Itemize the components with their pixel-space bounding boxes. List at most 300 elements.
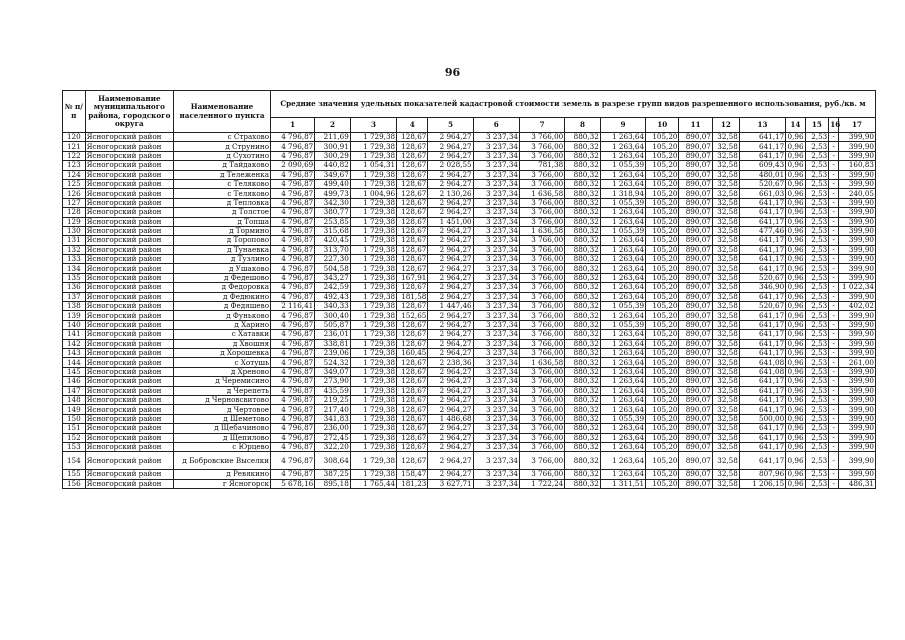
district-name: Ясногорский район xyxy=(85,377,173,386)
district-name: Ясногорский район xyxy=(85,424,173,433)
value-cell: 128,67 xyxy=(397,179,428,188)
value-cell: 32,58 xyxy=(712,311,739,320)
value-cell: 2,53 xyxy=(805,470,829,479)
value-cell: 880,32 xyxy=(565,170,601,179)
value-cell: 2 964,27 xyxy=(428,283,473,292)
value-cell: 4 796,87 xyxy=(271,424,315,433)
value-cell: 1 263,64 xyxy=(600,367,645,376)
value-cell: 128,67 xyxy=(397,189,428,198)
value-cell: 641,17 xyxy=(739,405,785,414)
value-cell: 2 964,27 xyxy=(428,433,473,442)
value-cell: 2,53 xyxy=(805,358,829,367)
row-number: 142 xyxy=(63,339,86,348)
value-cell: 1 055,39 xyxy=(600,302,645,311)
value-cell: 0,96 xyxy=(787,469,804,479)
table-row xyxy=(63,348,876,357)
settlement-name: д Тузлино xyxy=(174,255,271,264)
value-cell: 1 263,64 xyxy=(600,386,645,395)
value-cell: 0,96 xyxy=(787,160,804,170)
value-cell: 32,58 xyxy=(712,179,739,188)
value-cell: 641,17 xyxy=(739,377,785,386)
row-number: 153 xyxy=(63,442,86,451)
value-cell: 2 964,27 xyxy=(428,330,473,339)
value-cell: 387,25 xyxy=(315,470,351,479)
settlement-name: д Тунаевка xyxy=(174,245,271,254)
value-cell: 32,58 xyxy=(712,330,739,339)
column-number-header: 11 xyxy=(679,118,712,133)
settlement-name: д Черепеть xyxy=(174,386,271,395)
value-cell: 3 766,00 xyxy=(519,348,564,357)
value-cell: 0,96 xyxy=(787,329,804,339)
value-cell: 880,32 xyxy=(565,226,601,235)
value-cell: - xyxy=(829,161,839,170)
value-cell: 1 311,51 xyxy=(600,479,645,488)
value-cell: 4 796,87 xyxy=(271,217,315,226)
value-cell: 2 090,69 xyxy=(271,161,315,170)
value-cell: 2 964,27 xyxy=(428,452,473,470)
value-cell: 3 237,34 xyxy=(473,161,519,170)
value-cell: - xyxy=(829,348,839,357)
value-cell: 217,40 xyxy=(315,405,351,414)
table-row xyxy=(63,414,876,423)
value-cell: 3 237,34 xyxy=(473,433,519,442)
district-name: Ясногорский район xyxy=(85,189,173,198)
value-cell: 105,20 xyxy=(646,414,679,423)
value-cell: - xyxy=(829,302,839,311)
value-cell: 1 729,38 xyxy=(350,264,396,273)
value-cell: 1 729,38 xyxy=(350,377,396,386)
value-cell: - xyxy=(829,217,839,226)
column-number-header: 7 xyxy=(519,118,564,133)
value-cell: 1 729,38 xyxy=(350,226,396,235)
district-name: Ясногорский район xyxy=(85,470,173,479)
value-cell: 399,90 xyxy=(838,442,875,451)
value-cell: 105,20 xyxy=(646,348,679,357)
value-cell: 2,53 xyxy=(805,208,829,217)
value-cell: 3 237,34 xyxy=(473,302,519,311)
column-number-header: 6 xyxy=(473,118,519,133)
value-cell: 890,07 xyxy=(679,405,712,414)
value-cell: - xyxy=(829,170,839,179)
settlement-name: д Черемисино xyxy=(174,377,271,386)
value-cell: 1 636,58 xyxy=(519,358,564,367)
column-number-header: 2 xyxy=(315,118,351,133)
value-cell: 3 237,34 xyxy=(473,189,519,198)
value-cell: 0,96 xyxy=(787,442,804,452)
district-name: Ясногорский район xyxy=(85,433,173,442)
value-cell: 128,67 xyxy=(397,161,428,170)
value-cell: 3 766,00 xyxy=(519,470,564,479)
value-cell: 0,96 xyxy=(787,216,804,226)
value-cell: 3 766,00 xyxy=(519,170,564,179)
value-cell: 0,96 xyxy=(787,207,804,217)
value-cell: 2,53 xyxy=(805,170,829,179)
value-cell: 3 237,34 xyxy=(473,133,519,142)
value-cell: 1 729,38 xyxy=(350,470,396,479)
value-cell: 2,53 xyxy=(805,320,829,329)
value-cell: 3 237,34 xyxy=(473,292,519,301)
value-cell: 1 206,15 xyxy=(739,479,785,488)
value-cell: 880,32 xyxy=(565,414,601,423)
value-cell: 2 964,27 xyxy=(428,133,473,142)
value-cell: 2,53 xyxy=(805,433,829,442)
row-number: 145 xyxy=(63,367,86,376)
value-cell: 105,20 xyxy=(646,339,679,348)
value-cell: 4 796,87 xyxy=(271,395,315,404)
district-name: Ясногорский район xyxy=(85,479,173,488)
value-cell: 322,20 xyxy=(315,442,351,451)
value-cell: 641,17 xyxy=(739,424,785,433)
value-cell: 895,18 xyxy=(315,479,351,488)
value-cell: 3 237,34 xyxy=(473,226,519,235)
value-cell: 399,90 xyxy=(838,292,875,301)
value-cell: 2,53 xyxy=(805,142,829,151)
value-cell: 128,67 xyxy=(397,358,428,367)
value-cell: 880,32 xyxy=(565,479,601,488)
value-cell: 880,32 xyxy=(565,339,601,348)
value-cell: 1 263,64 xyxy=(600,395,645,404)
value-cell: 32,58 xyxy=(712,339,739,348)
value-cell: 1 055,39 xyxy=(600,226,645,235)
value-cell: 807,96 xyxy=(739,470,785,479)
value-cell: 880,32 xyxy=(565,264,601,273)
value-cell: 1 729,38 xyxy=(350,311,396,320)
value-cell: 3 766,00 xyxy=(519,133,564,142)
value-cell: 105,20 xyxy=(646,292,679,301)
value-cell: 3 237,34 xyxy=(473,414,519,423)
value-cell: 2,53 xyxy=(805,452,829,470)
value-cell: 2,53 xyxy=(805,161,829,170)
value-cell: 641,17 xyxy=(739,236,785,245)
value-cell: 3 237,34 xyxy=(473,151,519,160)
value-cell: 3 766,00 xyxy=(519,442,564,451)
row-number: 138 xyxy=(63,302,86,311)
value-cell: 399,90 xyxy=(838,367,875,376)
value-cell: 338,81 xyxy=(315,339,351,348)
value-cell: 641,17 xyxy=(739,133,785,142)
value-cell: 880,32 xyxy=(565,217,601,226)
value-cell: 236,00 xyxy=(315,424,351,433)
value-cell: 240,05 xyxy=(838,189,875,198)
value-cell: 3 237,34 xyxy=(473,245,519,254)
value-cell: 3 766,00 xyxy=(519,452,564,470)
value-cell: 641,17 xyxy=(739,348,785,357)
value-cell: 2,53 xyxy=(805,217,829,226)
district-name: Ясногорский район xyxy=(85,264,173,273)
value-cell: 641,17 xyxy=(739,264,785,273)
value-cell: 399,90 xyxy=(838,133,875,142)
value-cell: 4 796,87 xyxy=(271,339,315,348)
value-cell: 0,96 xyxy=(787,348,804,358)
value-cell: 4 796,87 xyxy=(271,179,315,188)
value-cell: 308,64 xyxy=(315,452,351,470)
value-cell: 128,67 xyxy=(397,151,428,160)
value-cell: 3 766,00 xyxy=(519,330,564,339)
value-cell: 2,53 xyxy=(805,302,829,311)
value-cell: 105,20 xyxy=(646,302,679,311)
table-row xyxy=(63,236,876,245)
value-cell: 4 796,87 xyxy=(271,255,315,264)
value-cell: 2 964,27 xyxy=(428,292,473,301)
value-cell: 880,32 xyxy=(565,283,601,292)
table-row xyxy=(63,395,876,404)
value-cell: 128,67 xyxy=(397,433,428,442)
value-cell: 128,67 xyxy=(397,198,428,207)
value-cell: 2,53 xyxy=(805,264,829,273)
settlement-name: д Толстое xyxy=(174,208,271,217)
value-cell: 880,32 xyxy=(565,208,601,217)
value-cell: 890,07 xyxy=(679,358,712,367)
value-cell: 890,07 xyxy=(679,479,712,488)
value-cell: 880,32 xyxy=(565,255,601,264)
value-cell: - xyxy=(829,255,839,264)
row-number: 146 xyxy=(63,377,86,386)
value-cell: 2 964,27 xyxy=(428,170,473,179)
value-cell: 261,00 xyxy=(838,358,875,367)
district-name: Ясногорский район xyxy=(85,151,173,160)
value-cell: 890,07 xyxy=(679,208,712,217)
value-cell: 3 627,71 xyxy=(428,479,473,488)
table-row xyxy=(63,170,876,179)
cadastral-value-table xyxy=(62,90,876,489)
value-cell: 32,58 xyxy=(712,320,739,329)
value-cell: 128,67 xyxy=(397,170,428,179)
value-cell: 253,85 xyxy=(315,217,351,226)
column-number-header: 14 xyxy=(786,118,805,133)
column-number-header: 3 xyxy=(350,118,396,133)
value-cell: 399,90 xyxy=(838,226,875,235)
row-number: 149 xyxy=(63,405,86,414)
value-cell: 380,77 xyxy=(315,208,351,217)
value-cell: 890,07 xyxy=(679,161,712,170)
value-cell: 641,17 xyxy=(739,442,785,451)
table-row xyxy=(63,245,876,254)
value-cell: 890,07 xyxy=(679,133,712,142)
value-cell: 399,90 xyxy=(838,179,875,188)
value-cell: 4 796,87 xyxy=(271,142,315,151)
value-cell: 2 964,27 xyxy=(428,367,473,376)
value-cell: 3 766,00 xyxy=(519,142,564,151)
value-cell: 349,07 xyxy=(315,367,351,376)
value-cell: 1 729,38 xyxy=(350,414,396,423)
value-cell: 890,07 xyxy=(679,302,712,311)
row-number: 133 xyxy=(63,255,86,264)
value-cell: 3 766,00 xyxy=(519,320,564,329)
value-cell: 0,96 xyxy=(787,366,804,376)
value-cell: 2 964,27 xyxy=(428,264,473,273)
value-cell: 890,07 xyxy=(679,442,712,451)
table-row xyxy=(63,433,876,442)
district-name: Ясногорский район xyxy=(85,170,173,179)
value-cell: 1 004,96 xyxy=(350,189,396,198)
value-cell: 2,53 xyxy=(805,151,829,160)
value-cell: 0,96 xyxy=(787,263,804,273)
value-cell: 1 055,39 xyxy=(600,198,645,207)
value-cell: 4 796,87 xyxy=(271,330,315,339)
table-row xyxy=(63,377,876,386)
value-cell: 890,07 xyxy=(679,320,712,329)
value-cell: 0,96 xyxy=(787,254,804,264)
value-cell: 32,58 xyxy=(712,302,739,311)
value-cell: 1 263,64 xyxy=(600,311,645,320)
value-cell: 641,17 xyxy=(739,330,785,339)
value-cell: 499,40 xyxy=(315,179,351,188)
value-cell: 242,59 xyxy=(315,283,351,292)
value-cell: 890,07 xyxy=(679,142,712,151)
value-cell: 890,07 xyxy=(679,189,712,198)
settlement-name: д Топша xyxy=(174,217,271,226)
value-cell: 399,90 xyxy=(838,236,875,245)
value-cell: 128,67 xyxy=(397,367,428,376)
district-name: Ясногорский район xyxy=(85,367,173,376)
value-cell: 3 237,34 xyxy=(473,339,519,348)
value-cell: 4 796,87 xyxy=(271,283,315,292)
value-cell: 641,08 xyxy=(739,358,785,367)
row-number: 156 xyxy=(63,479,86,488)
value-cell: 32,58 xyxy=(712,170,739,179)
value-cell: 128,67 xyxy=(397,283,428,292)
table-row xyxy=(63,292,876,301)
value-cell: 0,96 xyxy=(787,291,804,301)
value-cell: 4 796,87 xyxy=(271,208,315,217)
value-cell: 890,07 xyxy=(679,255,712,264)
row-number: 122 xyxy=(63,151,86,160)
value-cell: 105,20 xyxy=(646,133,679,142)
value-cell: 3 237,34 xyxy=(473,479,519,488)
value-cell: 1 729,38 xyxy=(350,330,396,339)
value-cell: 128,67 xyxy=(397,264,428,273)
value-cell: 2,53 xyxy=(805,179,829,188)
value-cell: 1 636,58 xyxy=(519,189,564,198)
value-cell: 0,96 xyxy=(787,235,804,245)
value-cell: 128,67 xyxy=(397,414,428,423)
value-cell: 399,90 xyxy=(838,395,875,404)
value-cell: 480,01 xyxy=(739,170,785,179)
value-cell: 4 796,87 xyxy=(271,311,315,320)
table-header xyxy=(63,91,876,133)
settlement-name: д Чертовое xyxy=(174,405,271,414)
value-cell: - xyxy=(829,339,839,348)
row-number: 125 xyxy=(63,179,86,188)
row-number: 136 xyxy=(63,283,86,292)
value-cell: 1 729,38 xyxy=(350,133,396,142)
value-cell: 1 263,64 xyxy=(600,424,645,433)
value-cell: 0,96 xyxy=(787,404,804,414)
value-cell: 105,20 xyxy=(646,264,679,273)
table-row xyxy=(63,470,876,479)
value-cell: 1 263,64 xyxy=(600,470,645,479)
table-row xyxy=(63,358,876,367)
row-number: 131 xyxy=(63,236,86,245)
value-cell: 2,53 xyxy=(805,133,829,142)
value-cell: 2,53 xyxy=(805,189,829,198)
value-cell: 32,58 xyxy=(712,405,739,414)
column-number-header: 15 xyxy=(805,118,829,133)
value-cell: 890,07 xyxy=(679,217,712,226)
value-cell: 32,58 xyxy=(712,414,739,423)
value-cell: 0,96 xyxy=(787,150,804,160)
row-number: 134 xyxy=(63,264,86,273)
value-cell: 520,67 xyxy=(739,179,785,188)
row-number: 130 xyxy=(63,226,86,235)
value-cell: 128,67 xyxy=(397,405,428,414)
value-cell: 2 964,27 xyxy=(428,470,473,479)
value-cell: 0,96 xyxy=(787,357,804,367)
value-cell: 1 729,38 xyxy=(350,348,396,357)
column-number-header: 5 xyxy=(428,118,473,133)
row-number: 147 xyxy=(63,386,86,395)
district-name: Ясногорский район xyxy=(85,386,173,395)
value-cell: 890,07 xyxy=(679,179,712,188)
value-cell: 641,17 xyxy=(739,386,785,395)
value-cell: 32,58 xyxy=(712,283,739,292)
settlement-name: с Теляково xyxy=(174,179,271,188)
value-cell: 3 766,00 xyxy=(519,245,564,254)
value-cell: 3 766,00 xyxy=(519,414,564,423)
value-cell: 504,58 xyxy=(315,264,351,273)
value-cell: 2 964,27 xyxy=(428,179,473,188)
value-cell: 1 055,39 xyxy=(600,320,645,329)
value-cell: 2,53 xyxy=(805,395,829,404)
value-cell: 880,32 xyxy=(565,151,601,160)
value-cell: 0,96 xyxy=(787,141,804,151)
value-cell: 3 766,00 xyxy=(519,302,564,311)
value-cell: 160,45 xyxy=(397,348,428,357)
value-cell: 1 729,38 xyxy=(350,170,396,179)
value-cell: 128,67 xyxy=(397,452,428,470)
value-cell: 890,07 xyxy=(679,367,712,376)
value-cell: 1 263,64 xyxy=(600,151,645,160)
table-row xyxy=(63,330,876,339)
value-cell: 5 678,16 xyxy=(271,479,315,488)
value-cell: 399,90 xyxy=(838,377,875,386)
value-cell: 32,58 xyxy=(712,386,739,395)
column-number-header: 13 xyxy=(739,118,785,133)
settlement-name: д Тормино xyxy=(174,226,271,235)
value-cell: 2,53 xyxy=(805,283,829,292)
value-cell: 890,07 xyxy=(679,386,712,395)
value-cell: 880,32 xyxy=(565,452,601,470)
column-number-header: 12 xyxy=(712,118,739,133)
value-cell: 0,96 xyxy=(787,169,804,179)
value-cell: 1 263,64 xyxy=(600,433,645,442)
value-cell: - xyxy=(829,424,839,433)
value-cell: 2 964,27 xyxy=(428,339,473,348)
value-cell: 128,67 xyxy=(397,133,428,142)
value-cell: 313,70 xyxy=(315,245,351,254)
district-name: Ясногорский район xyxy=(85,358,173,367)
value-cell: - xyxy=(829,151,839,160)
value-cell: 1 636,58 xyxy=(519,226,564,235)
value-cell: 641,17 xyxy=(739,433,785,442)
value-cell: - xyxy=(829,142,839,151)
value-cell: 32,58 xyxy=(712,198,739,207)
row-number: 152 xyxy=(63,433,86,442)
value-cell: 32,58 xyxy=(712,433,739,442)
value-cell: 0,96 xyxy=(787,244,804,254)
value-cell: 2,53 xyxy=(805,198,829,207)
value-cell: 219,25 xyxy=(315,395,351,404)
value-cell: 0,96 xyxy=(787,301,804,311)
value-cell: 399,90 xyxy=(838,452,875,470)
value-cell: 3 237,34 xyxy=(473,358,519,367)
value-cell: 399,90 xyxy=(838,273,875,282)
value-cell: 3 766,00 xyxy=(519,151,564,160)
value-cell: 2,53 xyxy=(805,236,829,245)
settlement-name: д Бобровские Выселки xyxy=(174,452,271,470)
value-cell: 399,90 xyxy=(838,255,875,264)
value-cell: 32,58 xyxy=(712,236,739,245)
